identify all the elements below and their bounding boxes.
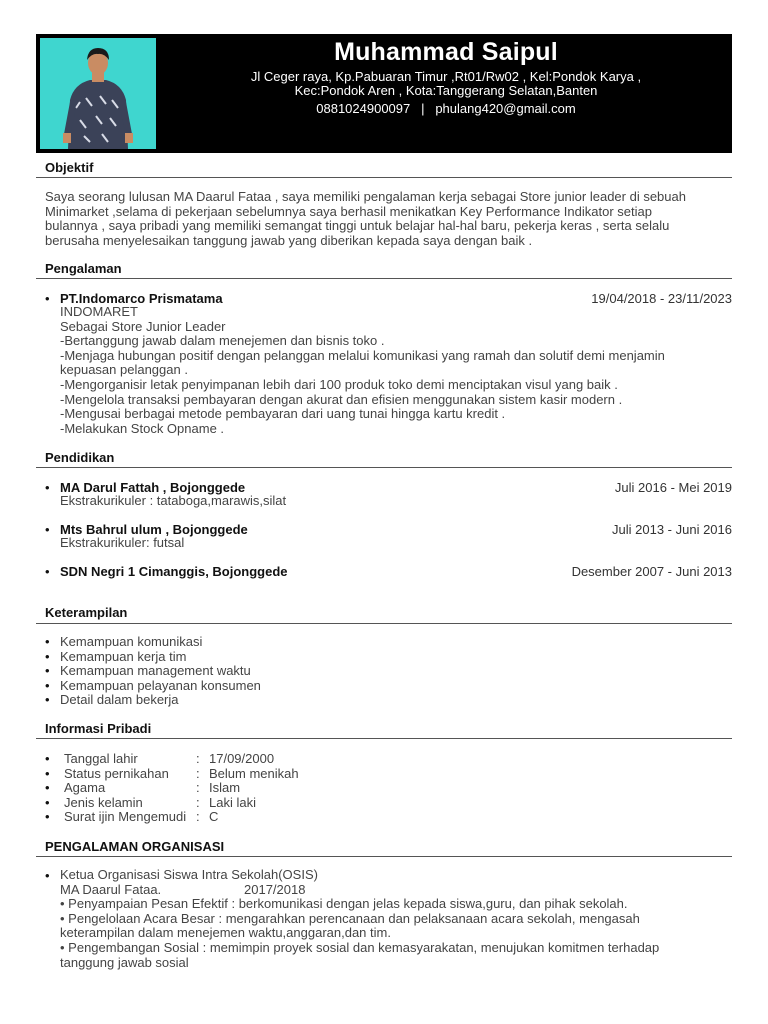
resume-header: [36, 34, 732, 153]
organization-role: Ketua Organisasi Siswa Intra Sekolah(OSIS): [60, 867, 318, 882]
personal-label: Surat ijin Mengemudi: [64, 809, 187, 824]
objective-line: berusaha menyelesaikan tanggung jawab yang diberikan kepada saya dengan baik .: [45, 232, 533, 248]
experience-line: -Mengelola transaksi pembayaran dengan akurat dan efisien menggunakan sistem kasir modern .: [60, 392, 623, 407]
bullet: •: [45, 522, 50, 537]
experience-line: -Mengusai berbagai metode pembayaran dari uang tunai hingga kartu kredit .: [60, 406, 506, 421]
education-dates: Juli 2016 - Mei 2019: [614, 480, 732, 495]
organization-line: tanggung jawab sosial: [60, 955, 189, 970]
section-divider: [36, 856, 732, 857]
address-line-1: Jl Ceger raya, Kp.Pabuaran Timur ,Rt01/Rw02 , Kel:Pondok Karya ,: [250, 69, 642, 84]
section-title-objective: Objektif: [45, 160, 94, 175]
personal-label: Status pernikahan: [64, 766, 169, 781]
section-title-personal: Informasi Pribadi: [45, 721, 152, 736]
education-school: SDN Negri 1 Cimanggis, Bojonggede: [60, 564, 288, 579]
list-item: • Detail dalam bekerja: [60, 693, 261, 708]
profile-photo: [40, 38, 156, 149]
contact-row: [160, 101, 732, 117]
bullet: •: [45, 480, 50, 495]
list-item: • Kemampuan pelayanan konsumen: [60, 679, 261, 694]
email-address[interactable]: phulang420@gmail.com: [435, 101, 576, 116]
experience-line: -Bertanggung jawab dalam menejemen dan bisnis toko .: [60, 333, 385, 348]
section-title-experience: Pengalaman: [45, 261, 122, 276]
organization-school: MA Daarul Fataa.: [60, 882, 162, 897]
experience-line: -Menjaga hubungan positif dengan pelanggan melalui komunikasi yang ramah dan solutif demi menjamin: [60, 348, 665, 363]
experience-dates: 19/04/2018 - 23/11/2023: [591, 291, 732, 306]
section-title-skills: Keterampilan: [45, 605, 128, 620]
personal-label: Jenis kelamin: [64, 795, 143, 810]
organization-line: keterampilan dalam menejemen waktu,anggaran,dan tim.: [60, 925, 391, 940]
education-school: Mts Bahrul ulum , Bojonggede: [60, 522, 248, 537]
personal-value: Belum menikah: [209, 766, 299, 781]
section-divider: [36, 467, 732, 468]
organization-year: 2017/2018: [244, 882, 306, 897]
section-divider: [36, 738, 732, 739]
organization-line: • Penyampaian Pesan Efektif : berkomunikasi dengan jelas kepada siswa,guru, dan pihak sekolah.: [60, 896, 628, 911]
objective-line: bulannya , saya pribadi yang memiliki semangat tinggi untuk belajar hal-hal baru, pekerja keras , serta selalu: [45, 218, 670, 234]
experience-line: INDOMARET: [60, 304, 138, 319]
education-extracurricular: Ekstrakurikuler: futsal: [60, 535, 185, 550]
bullet: •: [45, 291, 50, 306]
skills-list: [60, 635, 261, 708]
education-dates: Juli 2013 - Juni 2016: [612, 522, 732, 537]
organization-line: • Pengelolaan Acara Besar : mengarahkan perencanaan dan pelaksanaan acara sekolah, mengasah: [60, 911, 640, 926]
section-title-education: Pendidikan: [45, 450, 115, 465]
objective-text: [45, 190, 725, 248]
personal-label: Tanggal lahir: [64, 751, 138, 766]
section-divider: [36, 177, 732, 178]
objective-line: Saya seorang lulusan MA Daarul Fataa , saya memiliki pengalaman kerja sebagai Store junior leader di sebuah: [45, 189, 686, 204]
section-divider: [36, 278, 732, 279]
personal-label: Agama: [64, 780, 106, 795]
experience-line: Sebagai Store Junior Leader: [60, 319, 226, 334]
experience-line: -Mengorganisir letak penyimpanan lebih dari 100 produk toko demi menciptakan visul yang baik .: [60, 377, 618, 392]
education-school: MA Darul Fattah , Bojonggede: [60, 480, 246, 495]
section-title-organization: PENGALAMAN ORGANISASI: [45, 839, 225, 854]
list-item: • Kemampuan kerja tim: [60, 650, 261, 665]
phone-number: 0881024900097: [316, 101, 411, 116]
contact-separator: |: [421, 101, 425, 116]
person-portrait-icon: [40, 38, 156, 149]
personal-value: C: [209, 809, 219, 824]
personal-value: Laki laki: [209, 795, 256, 810]
education-extracurricular: Ekstrakurikuler : tataboga,marawis,silat: [60, 493, 287, 508]
experience-company: PT.Indomarco Prismatama: [60, 291, 223, 306]
personal-value: Islam: [209, 780, 241, 795]
experience-line: kepuasan pelanggan .: [60, 362, 188, 377]
full-name: Muhammad Saipul: [334, 38, 558, 66]
objective-line: Minimarket ,selama di pekerjaan sebelumnya saya berhasil menikatkan Key Performance Indikator setiap: [45, 203, 652, 219]
list-item: • Kemampuan komunikasi: [60, 635, 261, 650]
personal-value: 17/09/2000: [209, 751, 275, 766]
organization-line: • Pengembangan Sosial : memimpin proyek sosial dan kemasyarakatan, menujukan komitmen terhadap: [60, 940, 660, 955]
education-dates: Desember 2007 - Juni 2013: [571, 564, 732, 579]
bullet: •: [45, 564, 50, 579]
experience-line: -Melakukan Stock Opname .: [60, 421, 225, 436]
bullet: •: [45, 868, 50, 883]
section-divider: [36, 623, 732, 624]
address-line-2: Kec:Pondok Aren , Kota:Tanggerang Selatan,Banten: [294, 83, 598, 98]
list-item: • Kemampuan management waktu: [60, 664, 261, 679]
